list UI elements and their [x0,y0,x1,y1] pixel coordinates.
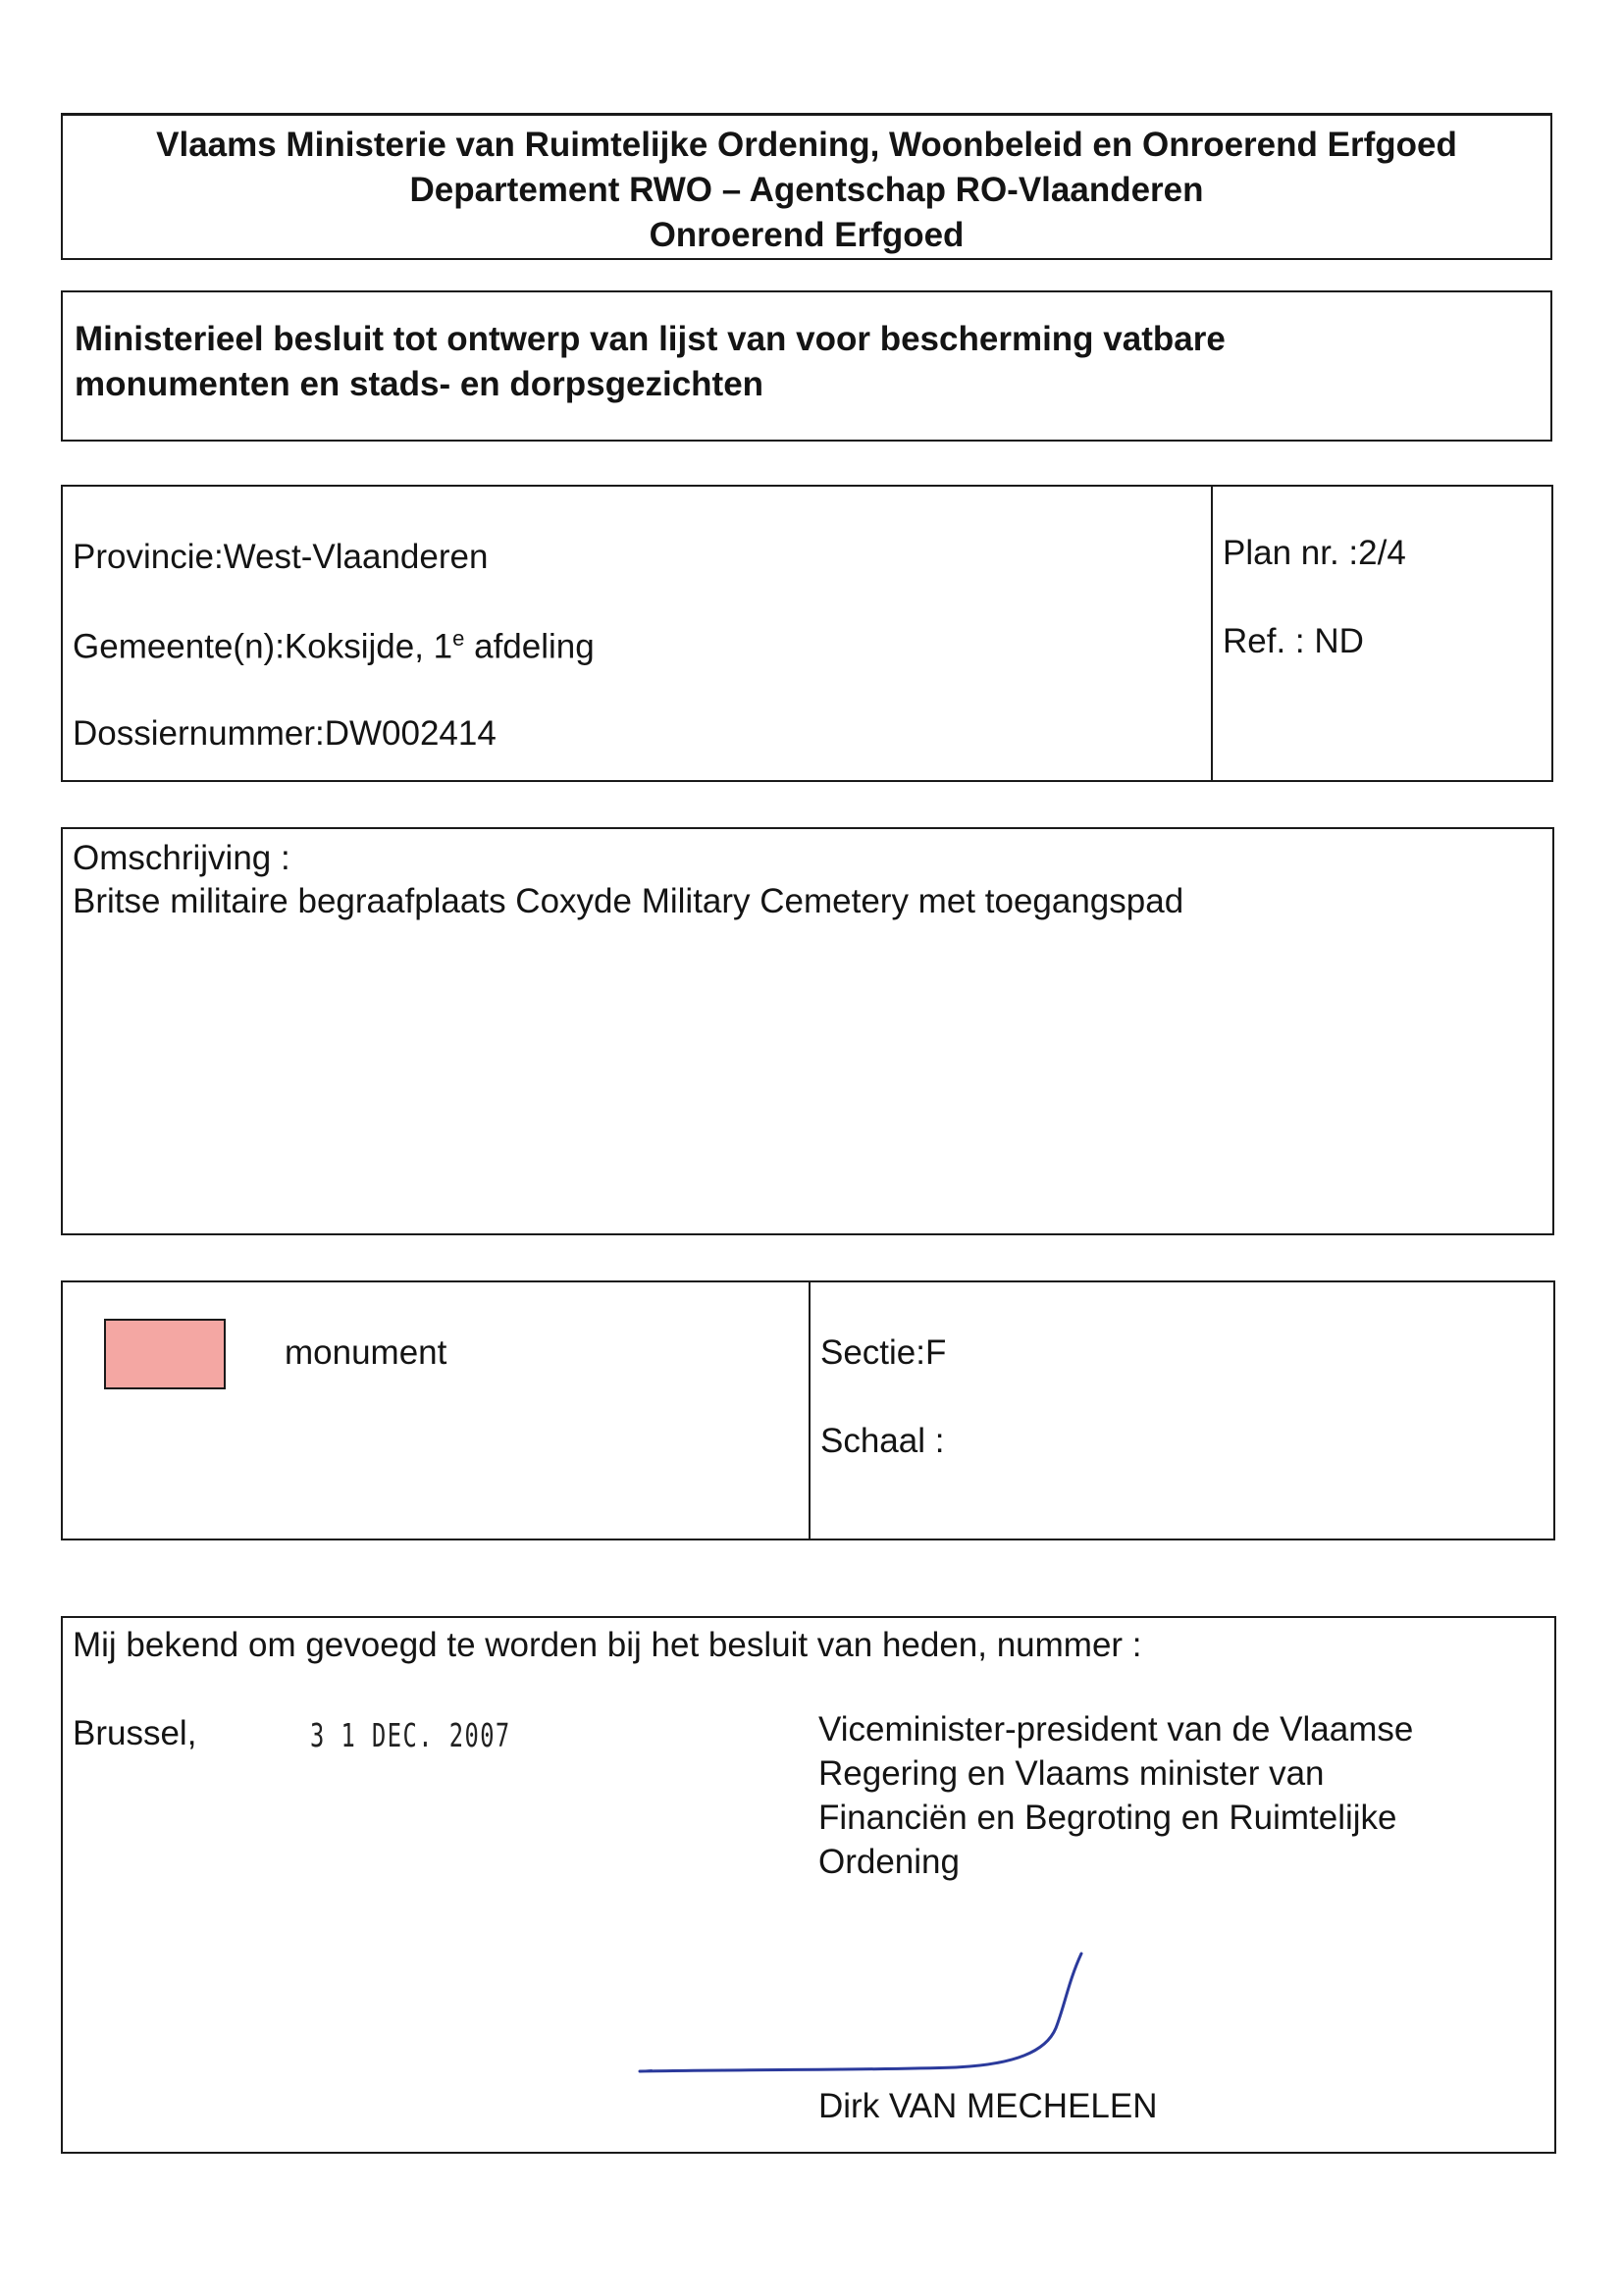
decree-title-box [61,290,1552,442]
signature-stroke [640,1954,1081,2071]
agency-name: Onroerend Erfgoed [649,216,965,254]
date-stamp: 3 1 DEC. 2007 [310,1716,511,1754]
decree-title-line-2: monumenten en stads- en dorpsgezichten [75,365,764,403]
department-name: Departement RWO – Agentschap RO-Vlaanderen [409,171,1204,209]
municipality-text: Gemeente(n):Koksijde, 1 [73,627,453,666]
description-label: Omschrijving : [73,839,290,877]
info-box [61,485,1553,782]
info-divider [1211,487,1213,780]
annex-statement: Mij bekend om gevoegd te worden bij het besluit van heden, nummer : [73,1626,1142,1664]
province-field: Provincie:West-Vlaanderen [73,538,489,576]
scale-field: Schaal : [820,1422,945,1460]
place-field: Brussel, [73,1714,197,1752]
signature-tick [640,2070,652,2071]
description-text: Britse militaire begraafplaats Coxyde Military Cemetery met toegangspad [73,882,1184,920]
ministry-name: Vlaams Ministerie van Ruimtelijke Ordening, Woonbeleid en Onroerend Erfgoed [156,126,1457,164]
signer-role-line-3: Financiën en Begroting en Ruimtelijke [818,1799,1397,1837]
signer-role-line-4: Ordening [818,1843,960,1881]
reference-field: Ref. : ND [1223,622,1364,660]
handwritten-signature [632,1952,1142,2099]
description-box [61,827,1554,1235]
signer-role-line-2: Regering en Vlaams minister van [818,1754,1325,1793]
dossier-number-field: Dossiernummer:DW002414 [73,714,497,753]
signature-box [61,1616,1556,2154]
decree-title-line-1: Ministerieel besluit tot ontwerp van lijst van voor bescherming vatbare [75,320,1226,358]
plan-number-field: Plan nr. :2/4 [1223,534,1406,572]
legend-divider [809,1282,811,1539]
legend-box [61,1280,1555,1540]
signer-role-line-1: Viceminister-president van de Vlaamse [818,1710,1414,1748]
header-box [61,113,1552,260]
section-field: Sectie:F [820,1333,947,1372]
monument-legend-swatch [104,1319,226,1389]
municipality-field [73,626,595,667]
signer-name: Dirk VAN MECHELEN [818,2087,1158,2125]
municipality-superscript: e [452,626,465,651]
municipality-suffix: afdeling [464,627,595,666]
legend-label: monument [285,1333,447,1372]
